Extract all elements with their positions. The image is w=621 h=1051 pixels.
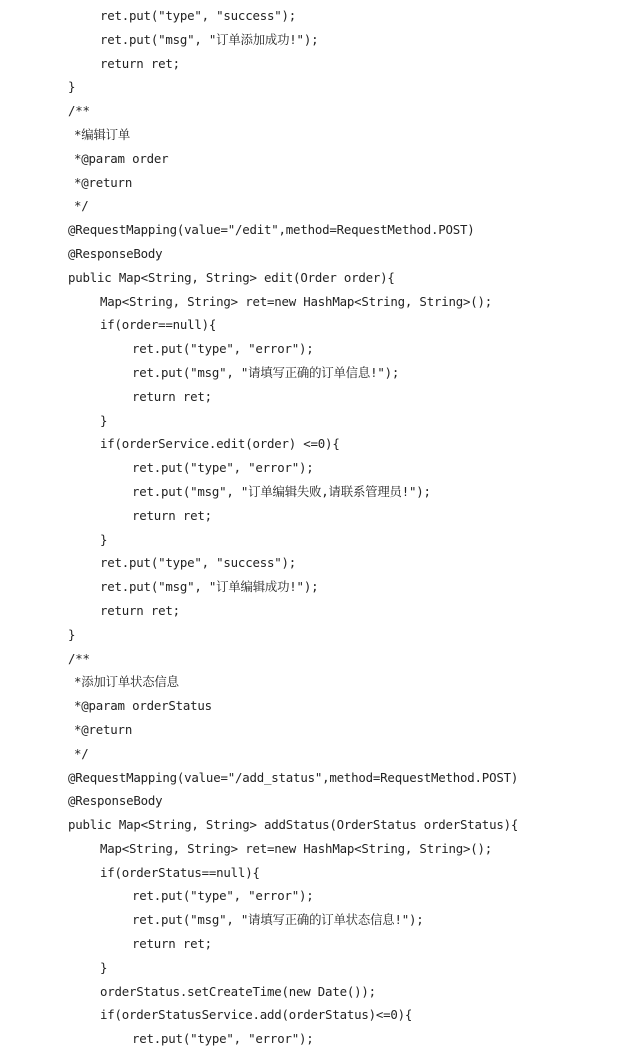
code-listing bbox=[0, 4, 621, 1051]
code-line: if(orderService.edit(order) <=0){ bbox=[100, 436, 340, 452]
code-line: ret.put("msg", "订单编辑失败,请联系管理员!"); bbox=[132, 483, 431, 499]
code-line: @RequestMapping(value="/add_status",method=RequestMethod.POST) bbox=[68, 769, 519, 785]
code-line: ret.put("type", "success"); bbox=[100, 555, 297, 571]
code-line: *@return bbox=[74, 174, 133, 190]
code-line: } bbox=[68, 626, 76, 642]
code-line: *@param orderStatus bbox=[74, 698, 212, 714]
code-line: Map<String, String> ret=new HashMap<String, String>(); bbox=[100, 840, 493, 856]
code-line: *编辑订单 bbox=[74, 126, 131, 142]
code-line: } bbox=[100, 412, 108, 428]
code-line: ret.put("msg", "请填写正确的订单状态信息!"); bbox=[132, 912, 424, 928]
code-line: */ bbox=[74, 745, 89, 761]
code-line: ret.put("type", "success"); bbox=[100, 8, 297, 23]
code-line: orderStatus.setCreateTime(new Date()); bbox=[100, 983, 376, 999]
code-line: public Map<String, String> edit(Order order){ bbox=[68, 269, 395, 285]
code-line: */ bbox=[74, 198, 89, 214]
code-line: if(orderStatus==null){ bbox=[100, 864, 260, 880]
code-line: return ret; bbox=[100, 55, 180, 71]
code-line: /** bbox=[68, 103, 90, 119]
code-line: if(order==null){ bbox=[100, 317, 217, 333]
code-line: } bbox=[100, 531, 108, 547]
code-line: @RequestMapping(value="/edit",method=RequestMethod.POST) bbox=[68, 222, 475, 238]
code-line: *@return bbox=[74, 721, 133, 737]
code-line: *@param order bbox=[74, 150, 169, 166]
code-line: /** bbox=[68, 650, 90, 666]
code-line: } bbox=[68, 79, 76, 95]
code-line: ret.put("type", "error"); bbox=[132, 341, 314, 357]
code-line: return ret; bbox=[132, 388, 212, 404]
code-line: ret.put("type", "error"); bbox=[132, 888, 314, 904]
code-line: public Map<String, String> addStatus(OrderStatus orderStatus){ bbox=[68, 817, 519, 833]
code-line: ret.put("type", "error"); bbox=[132, 1031, 314, 1047]
code-line: ret.put("msg", "请填写正确的订单信息!"); bbox=[132, 364, 400, 380]
code-line: return ret; bbox=[100, 602, 180, 618]
code-line: } bbox=[100, 959, 108, 975]
code-line: if(orderStatusService.add(orderStatus)<=0){ bbox=[100, 1007, 413, 1023]
code-line: ret.put("type", "error"); bbox=[132, 460, 314, 476]
code-line: Map<String, String> ret=new HashMap<String, String>(); bbox=[100, 293, 493, 309]
code-line: *添加订单状态信息 bbox=[74, 674, 179, 690]
code-line: @ResponseBody bbox=[68, 793, 163, 809]
code-line: ret.put("msg", "订单添加成功!"); bbox=[100, 31, 319, 47]
code-line: ret.put("msg", "订单编辑成功!"); bbox=[100, 579, 319, 595]
code-line: @ResponseBody bbox=[68, 245, 163, 261]
code-line: return ret; bbox=[132, 936, 212, 952]
code-line: return ret; bbox=[132, 507, 212, 523]
